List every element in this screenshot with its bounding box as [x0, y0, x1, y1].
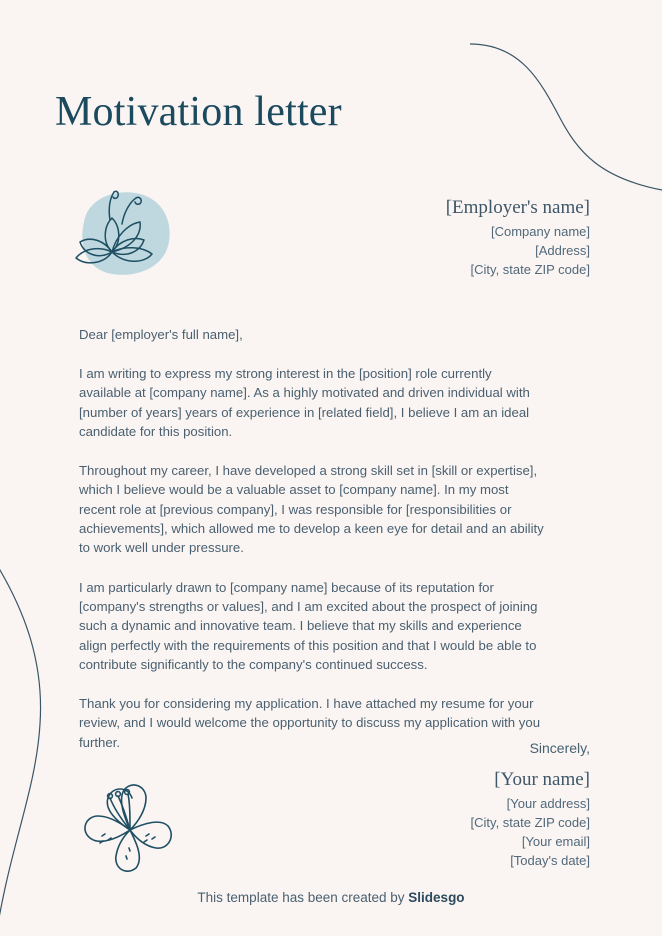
signoff-address: [Your address] [506, 796, 590, 811]
letter-paragraph-2: Throughout my career, I have developed a strong skill set in [skill or expertise], which I believe would be a valuable asset to [company name]. In my most recent role at [previous company], I was responsible for [responsibilities or achievements], which allowed me to develop a keen eye for detail and an ability to work well under pressure. [79, 463, 544, 556]
employer-company: [Company name] [491, 224, 590, 239]
letter-body [79, 325, 544, 752]
page-title: Motivation letter [55, 89, 342, 135]
blossom-flower-icon [74, 776, 186, 878]
signoff-name: [Your name] [494, 769, 590, 790]
signoff-email: [Your email] [521, 834, 590, 849]
footer-credit [0, 890, 662, 905]
signoff-date: [Today's date] [510, 853, 590, 868]
bottom-left-curve-line [0, 560, 41, 936]
signoff-city-state-zip: [City, state ZIP code] [470, 815, 590, 830]
letter-paragraph-1: I am writing to express my strong interest in the [position] role currently available at [company name]. As a highly motivated and driven individual with [number of years] years of experience in [related field], I believe I am an ideal candidate for this position. [79, 366, 530, 439]
signoff-closing: Sincerely, [529, 740, 590, 756]
top-right-curve-line [470, 44, 662, 190]
footer-brand: Slidesgo [408, 890, 465, 905]
signoff-block [471, 738, 590, 870]
letter-paragraph-4: Thank you for considering my application. I have attached my resume for your review, and I would welcome the opportunity to discuss my application with you further. [79, 696, 541, 750]
letter-salutation: Dear [employer's full name], [79, 327, 243, 342]
employer-address: [Address] [535, 243, 590, 258]
employer-city-state-zip: [City, state ZIP code] [470, 262, 590, 277]
letter-paragraph-3: I am particularly drawn to [company name] because of its reputation for [company's strengths or values], and I am excited about the prospect of joining such a dynamic and innovative team. I believe that my skills and experience align perfectly with the requirements of this position and that I would be able to contribute significantly to the company's continued success. [79, 579, 538, 672]
employer-address-block [446, 196, 590, 279]
lotus-flower-icon [64, 178, 176, 282]
blossom-line-art [85, 785, 171, 871]
employer-name: [Employer's name] [445, 197, 590, 218]
footer-text: This template has been created by [197, 890, 409, 905]
